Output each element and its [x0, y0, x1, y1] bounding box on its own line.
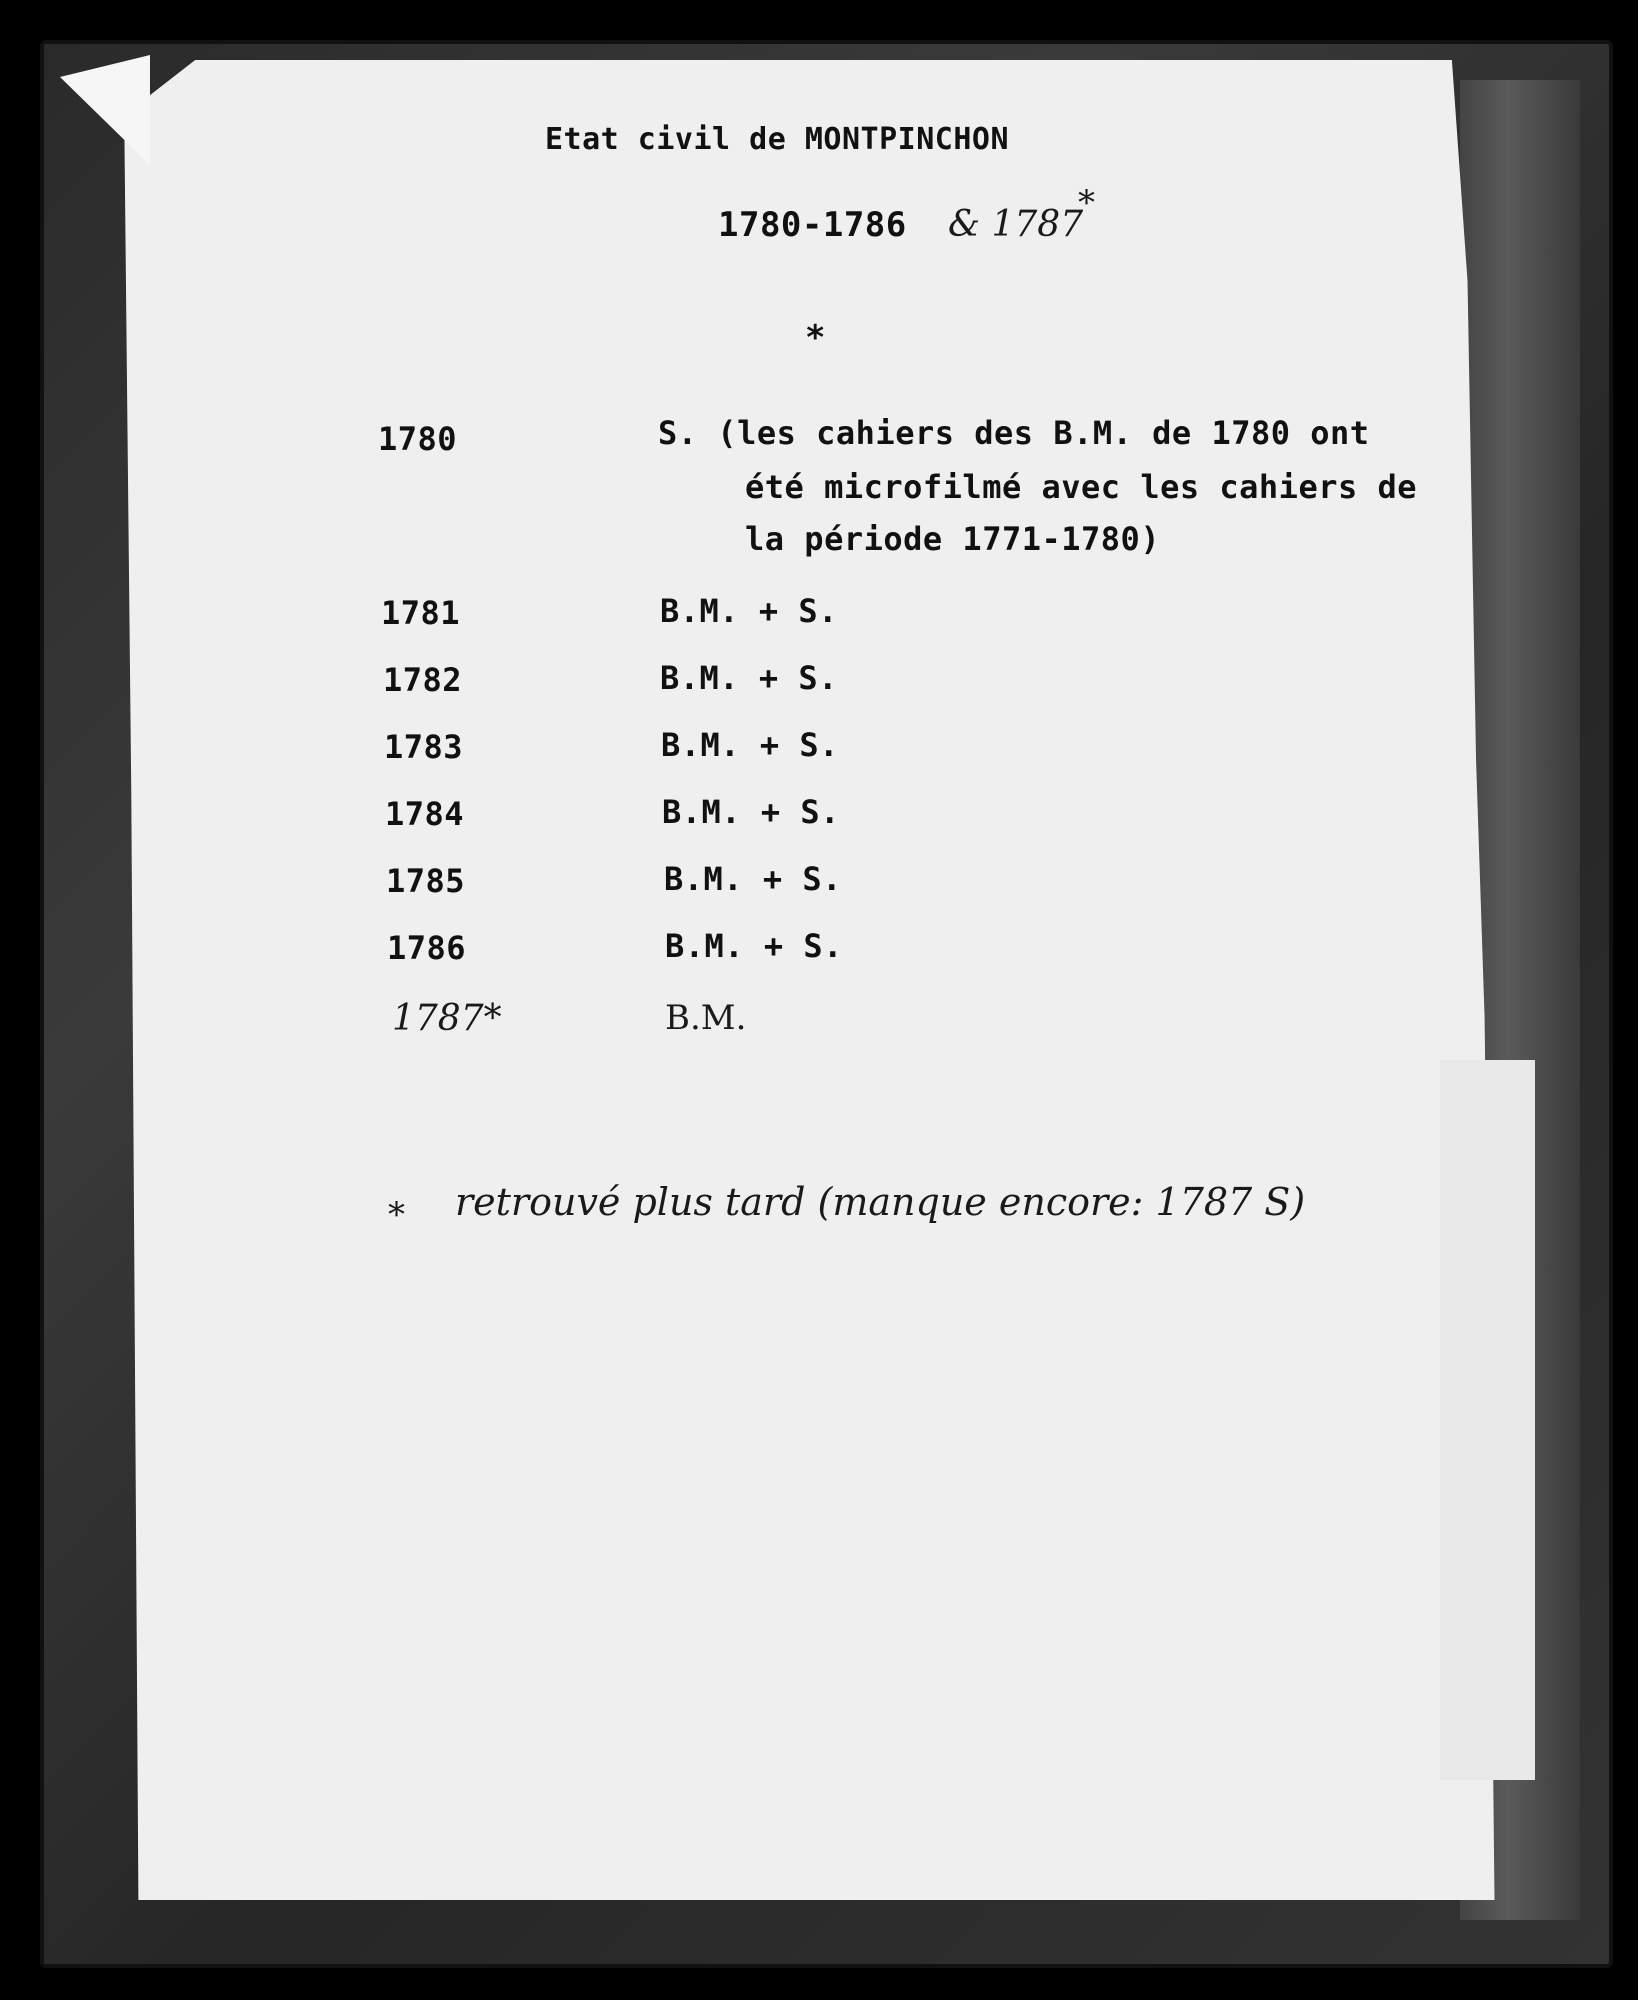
entry-line: B.M. + S. — [661, 726, 839, 764]
footnote-text: retrouvé plus tard (manque encore: 1787 S) — [455, 1180, 1306, 1224]
document-title: Etat civil de MONTPINCHON — [545, 122, 1010, 157]
year-label: 1784 — [385, 795, 465, 833]
entry-line: B.M. + S. — [664, 860, 842, 898]
date-range: 1780-1786 — [718, 205, 907, 245]
entry-line: B.M. + S. — [660, 659, 838, 697]
entry-line: été microfilmé avec les cahiers de — [745, 468, 1418, 506]
paper-right-strip — [1440, 1060, 1535, 1780]
year-label: 1782 — [383, 661, 463, 699]
year-label: 1786 — [387, 929, 467, 967]
year-label: 1783 — [384, 728, 464, 766]
entry-line: S. (les cahiers des B.M. de 1780 ont — [658, 414, 1370, 452]
entry-line-handwritten: B.M. — [665, 998, 747, 1038]
entry-line: B.M. + S. — [662, 793, 840, 831]
date-range-addendum: & 1787 — [948, 204, 1084, 245]
year-label: 1781 — [381, 594, 461, 632]
year-label-handwritten: 1787* — [392, 998, 502, 1039]
entry-line: la période 1771-1780) — [745, 520, 1161, 558]
footnote-marker: * — [388, 1195, 405, 1235]
entry-line: B.M. + S. — [665, 927, 843, 965]
year-label: 1780 — [378, 420, 458, 458]
separator-asterisk: * — [805, 318, 826, 358]
entry-line: B.M. + S. — [660, 592, 838, 630]
year-label: 1785 — [386, 862, 466, 900]
asterisk-mark: * — [1078, 183, 1095, 223]
